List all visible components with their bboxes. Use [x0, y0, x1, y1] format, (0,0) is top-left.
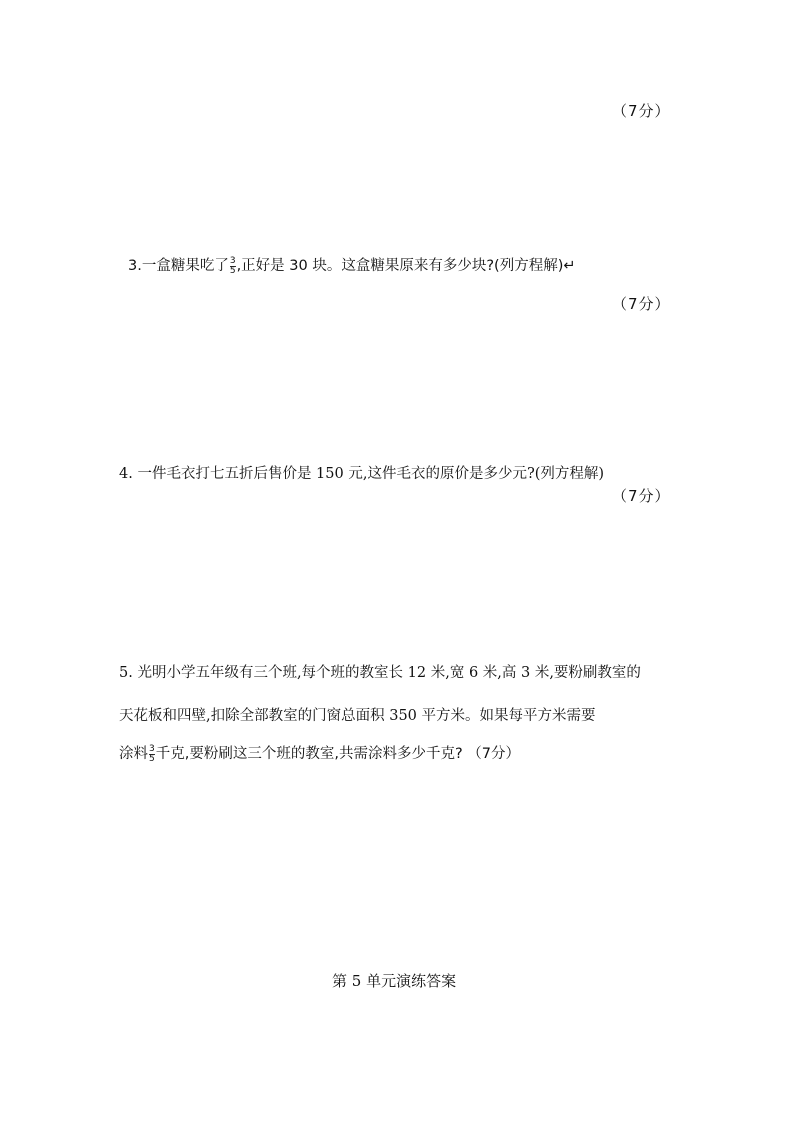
score-label: （7分）: [612, 295, 671, 313]
fraction-numerator: 3: [149, 743, 155, 754]
question-3-prefix: 3.一盒糖果吃了: [128, 258, 229, 274]
question-5-line-3-prefix: 涂料: [119, 746, 148, 762]
score-label: （7分）: [612, 487, 671, 505]
fraction-denominator: 5: [229, 265, 236, 276]
answers-title: 第 5 单元演练答案: [332, 972, 457, 990]
question-3: [128, 254, 576, 276]
question-3-suffix: ,正好是 30 块。这盒糖果原来有多少块?(列方程解)↵: [236, 258, 576, 274]
fraction: [230, 257, 236, 276]
question-5-line-1: 5. 光明小学五年级有三个班,每个班的教室长 12 米,宽 6 米,高 3 米,要粉刷教室的: [119, 665, 641, 681]
fraction-numerator: 3: [229, 255, 236, 266]
question-4: 4. 一件毛衣打七五折后售价是 150 元,这件毛衣的原价是多少元?(列方程解): [119, 466, 605, 482]
score-label: （7分）: [612, 102, 671, 120]
fraction: [149, 745, 155, 764]
question-5-line-3-suffix: 千克,要粉刷这三个班的教室,共需涂料多少千克? （7分）: [155, 746, 520, 762]
fraction-denominator: 5: [149, 753, 155, 764]
question-5-line-3: [119, 742, 520, 764]
question-5-line-2: 天花板和四壁,扣除全部教室的门窗总面积 350 平方米。如果每平方米需要: [119, 708, 596, 724]
